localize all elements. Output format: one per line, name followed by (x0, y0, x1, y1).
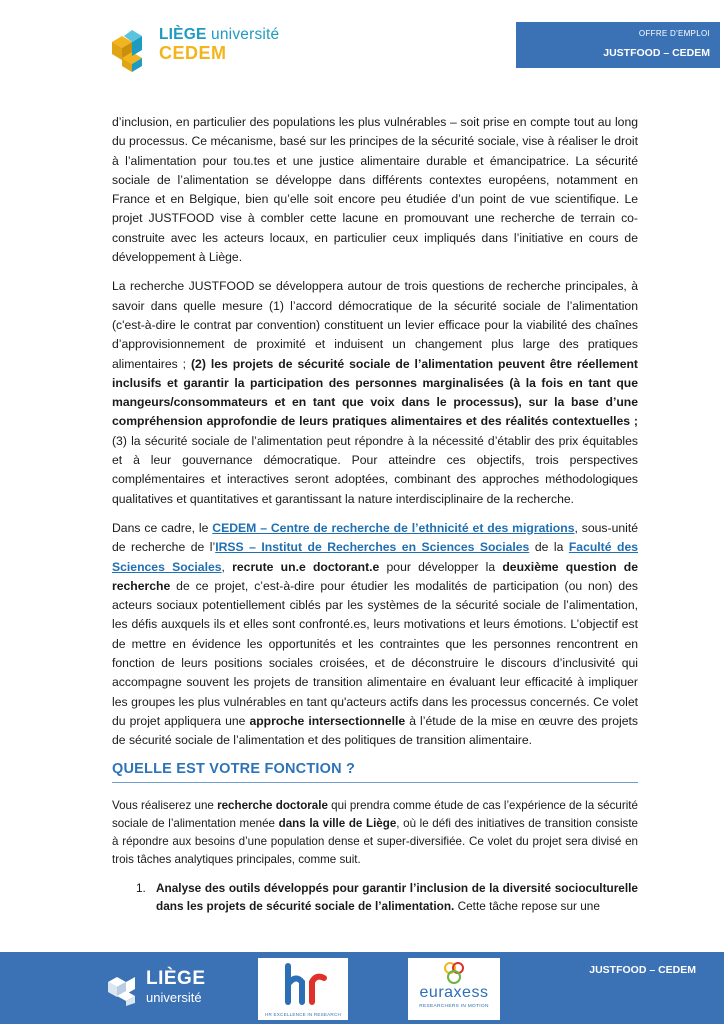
footer-logo-liege: LIÈGE (146, 968, 206, 989)
document-body (112, 113, 638, 916)
list-item-text: Analyse des outils développés pour garantir l’inclusion de la diversité socioculturelle dans les projets de sécurité sociale de l’alimentation. Cette tâche repose sur une (156, 880, 638, 913)
logo-liege-universite: LIÈGE université (159, 26, 280, 43)
euraxess-caption: RESEARCHERS IN MOTION (419, 1004, 489, 1009)
uliege-cube-icon (108, 970, 144, 1006)
list-number: 1. (136, 880, 146, 895)
section-title-function: QUELLE EST VOTRE FONCTION ? (112, 761, 638, 783)
euraxess-logo (408, 958, 500, 1020)
paragraph-context: d’inclusion, en particulier des populations les plus vulnérables – soit prise en compte tout au long du processus. Ce mécanisme, basé sur les principes de la sécurité sociale, vise à réaliser le droit à l’alimentation pour tou.tes et une justice alimentaire durable et émancipatrice. La sécurité sociale de l’alimentation se développe dans différents contextes européens, notamment en France et en Belgique, bien qu’elle soit encore peu étudiée d’un point de vue scientifique. Le projet JUSTFOOD vise à combler cette lacune en promouvant une recherche de terrain co-construite avec les acteurs locaux, en particulier ceux impliqués dans l’initiative en cours de développement à Liège. (112, 115, 638, 265)
logo-cedem: CEDEM (159, 43, 227, 63)
uliege-cedem-logo (112, 26, 282, 72)
hr-excellence-logo (258, 958, 348, 1020)
paragraph-function: Vous réaliserez une recherche doctorale qui prendra comme étude de cas l’expérience de la sécurité sociale de l’alimentation menée dans la ville de Liège, où le défi des initiatives de transition consiste à répondre aux besoins d’une population dense et super-diversifiée. Ce volet du projet sera divisé en trois tâches analytiques principales, comme suit. (112, 798, 638, 866)
header-project-label: JUSTFOOD – CEDEM (603, 47, 710, 59)
offer-kicker: OFFRE D'EMPLOI (638, 29, 710, 38)
footer-logo-universite: université (146, 990, 202, 1005)
uliege-footer-logo (108, 966, 218, 1010)
cedem-link[interactable]: CEDEM – Centre de recherche de l’ethnicité et des migrations (212, 520, 575, 535)
paragraph-position: Dans ce cadre, le CEDEM – Centre de recherche de l’ethnicité et des migrations, sous-unité de recherche de l’IRSS – Institut de Recherches en Sciences Sociales de la Faculté des Sciences Sociales, recrute un.e doctorant.e pour développer la deuxième question de recherche de ce projet, c’est-à-dire pour étudier les modalités de participation (ou non) des acteurs sociaux potentiellement ciblés par les systèmes de la sécurité sociale de l’alimentation, les défis auxquels ils et elles sont confronté.es, leurs motivations et leurs émotions. L’objectif est de mettre en évidence les opportunités et les contraintes que les personnes rencontrent en fonction de leurs positions sociales croisées, et de déconstruire le discours d’inclusivité qui accompagne souvent les projets de transition alimentaire en évaluant leur efficacité à impliquer les groupes les plus vulnérables en tant qu'acteurs actifs dans les processus concernés. Ce volet du projet appliquera une approche intersectionnelle à l’étude de la mise en œuvre des projets de sécurité sociale de l’alimentation et des politiques de transition alimentaire. (112, 520, 639, 748)
euraxess-label: euraxess (419, 984, 489, 1001)
list-item-task-1 (112, 879, 638, 916)
hr-caption: HR EXCELLENCE IN RESEARCH (265, 1012, 341, 1017)
faculty-link[interactable]: Faculté des Sciences Sociales (112, 540, 639, 574)
paragraph-research-questions: La recherche JUSTFOOD se développera autour de trois questions de recherche principales, à savoir dans quelle mesure (1) l’accord démocratique de la sécurité sociale de l’alimentation (c'est-à-dire le contrat par convention) constituent un levier efficace pour la viabilité des chaînes d’approvisionnement de proximité et induisent un changement plus large des pratiques alimentaires ; (2) les projets de sécurité sociale de l’alimentation peuvent être réellement inclusifs et garantir la participation des personnes marginalisées (à la fois en tant que mangeurs/consommateurs et en tant que voix dans le processus), sur la base d’une compréhension approfondie de leurs pratiques alimentaires et des réalités contextuelles ; (3) la sécurité sociale de l’alimentation peut répondre à la nécessité d’établir des prix équitables et à leur gouvernance démocratique. Pour atteindre ces objectifs, trois perspectives complémentaires et interactives seront adoptées, combinant des approches méthodologiques qualitatives et quantitatives et garantissant la nature interdisciplinaire de la recherche. (112, 279, 638, 506)
hr-icon (258, 958, 348, 1010)
euraxess-rings-icon (408, 960, 500, 986)
irss-link[interactable]: IRSS – Institut de Recherches en Sciences Sociales (215, 540, 530, 555)
uliege-cube-icon (112, 28, 152, 72)
footer-banner (0, 952, 724, 1024)
footer-project-label: JUSTFOOD – CEDEM (589, 964, 696, 976)
header-banner (516, 22, 720, 68)
